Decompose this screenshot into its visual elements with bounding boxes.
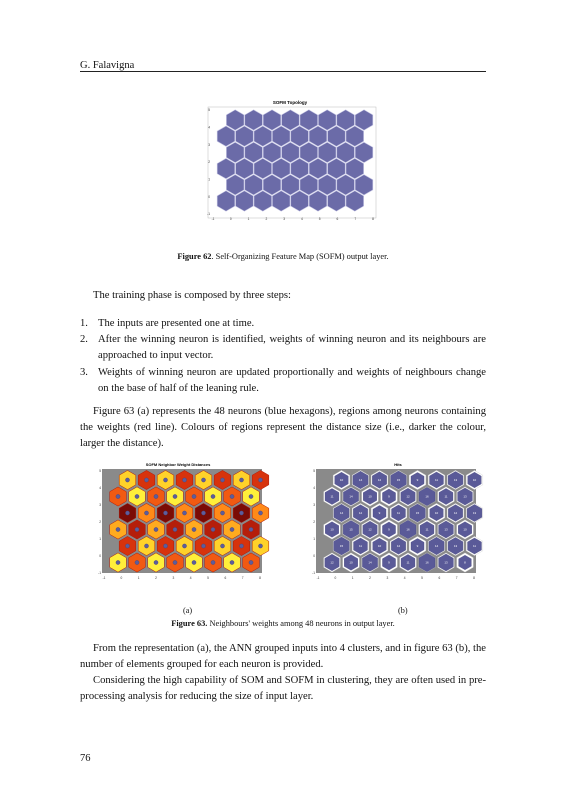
hit-count-label: 8 [464,560,466,565]
neuron-node [201,544,205,548]
hit-count-label: 13 [444,560,448,565]
neuron-node [201,478,205,482]
y-tick-label: 5 [313,469,315,474]
x-tick-label: 5 [318,217,321,221]
hit-count-label: 13 [453,478,458,483]
x-tick-label: 8 [259,576,261,580]
neuron-node [144,478,148,482]
neuron-node [249,527,253,531]
y-tick-label: 1 [208,177,210,182]
x-tick-label: 4 [403,576,406,580]
neuron-node [135,494,139,498]
neuron-node [249,560,253,564]
neuron-node [125,478,129,482]
x-tick-label: 3 [172,576,175,580]
x-tick-label: 5 [421,576,423,580]
y-tick-label: -1 [312,571,315,576]
x-tick-label: -1 [316,576,320,580]
x-tick-label: 3 [283,217,286,221]
neuron-node [230,527,234,531]
neuron-node [249,494,253,498]
hit-count-label: 13 [472,511,477,516]
neuron-node [239,511,243,515]
hit-count-label: 16 [425,494,429,499]
neuron-node [135,527,139,531]
neuron-node [182,544,186,548]
neuron-node [182,478,186,482]
page-number: 76 [80,753,91,764]
hit-count-label: 11 [425,527,429,532]
figure-63-caption [80,619,486,628]
hit-count-label: 12 [453,511,458,516]
neuron-node [163,544,167,548]
neuron-node [154,560,158,564]
hit-count-label: 13 [463,494,467,499]
hit-count-label: 12 [396,544,401,549]
figure-62-caption [80,252,486,261]
list-item: 1. The inputs are presented one at time. [80,318,255,329]
neuron-node [144,544,148,548]
y-tick-label: -1 [98,571,101,576]
neuron-node [230,560,234,564]
neuron-node [192,560,196,564]
hit-count-label: 10 [377,544,382,549]
x-tick-label: 0 [229,217,232,221]
hit-count-label: 13 [444,527,448,532]
y-tick-label: 2 [313,520,315,525]
y-tick-label: 1 [99,537,101,542]
neuron-node [173,560,177,564]
hit-count-label: 9 [416,478,419,483]
hit-count-label: 12 [330,560,334,565]
neuron-node [192,494,196,498]
neuron-node [163,478,167,482]
hit-count-label: 14 [339,511,344,516]
hit-count-label: 11 [406,560,410,565]
hit-count-label: 12 [358,511,363,516]
hit-count-label: 11 [472,544,477,549]
hit-count-label: 15 [349,527,353,532]
neuron-node [173,527,177,531]
running-header-author: G. Falavigna [80,60,135,71]
neuron-node [163,511,167,515]
x-tick-label: 1 [247,217,250,221]
x-tick-label: 0 [334,576,337,580]
neuron-node [173,494,177,498]
hit-count-label: 12 [377,478,382,483]
figure-62-sofm-topology [196,96,384,232]
x-tick-label: -1 [102,576,106,580]
hit-count-label: 11 [444,494,448,499]
neuron-node [220,511,224,515]
x-tick-label: 7 [241,576,244,580]
y-tick-label: 4 [313,486,315,491]
figure-63a-neighbor-weight-distances [90,458,270,582]
hit-count-label: 15 [415,511,420,516]
hit-count-label: 9 [388,527,390,532]
y-tick-label: 2 [208,160,210,165]
hit-count-label: 11 [330,494,334,499]
neuron-node [239,478,243,482]
steps-intro: The training phase is composed by three steps: [93,290,291,301]
y-tick-label: 0 [208,194,210,199]
neuron-node [116,494,120,498]
hit-count-label: 16 [406,527,410,532]
neuron-node [125,544,129,548]
x-tick-label: 2 [265,217,268,221]
hit-count-label: 9 [388,560,390,565]
neuron-node [211,527,215,531]
hit-count-label: 14 [358,478,363,483]
x-tick-label: 8 [372,217,374,221]
neuron-node [144,511,148,515]
neuron-node [182,511,186,515]
y-tick-label: 4 [208,125,210,130]
hit-count-label: 13 [453,544,458,549]
paragraph-clusters: From the representation (a), the ANN grouped inputs into 4 clusters, and in figure 63 (b), the number of elements grouped for each neuron is provided. [80,643,486,671]
neuron-node [258,478,262,482]
y-tick-label: 1 [313,537,315,542]
neuron-node [192,527,196,531]
hit-count-label: 12 [406,494,410,499]
figure-62-plot-title: SOFM Topology [272,100,308,105]
figure-63-caption-text: Neighbours' weights among 48 neurons in output layer. [207,619,395,628]
x-tick-label: 2 [155,576,157,580]
y-tick-label: 3 [99,503,101,508]
neuron-node [116,560,120,564]
hit-count-label: 11 [358,544,363,549]
hit-count-label: 10 [434,511,439,516]
hit-count-label: 15 [396,478,401,483]
figure-63-caption-label: Figure 63. [171,619,208,628]
neuron-node [258,544,262,548]
hit-count-label: 16 [425,560,429,565]
y-tick-label: 2 [99,520,101,525]
hit-count-label: 10 [330,527,334,532]
x-tick-label: 2 [369,576,371,580]
hit-count-label: 10 [463,527,467,532]
neuron-node [211,494,215,498]
figure-63b-label: (b) [398,606,408,615]
x-tick-label: 6 [224,576,227,580]
y-tick-label: -1 [207,212,210,217]
neuron-node [154,494,158,498]
hit-count-label: 10 [472,478,477,483]
x-tick-label: 7 [354,217,357,221]
y-tick-label: 4 [99,486,101,491]
figure-63a-label: (a) [183,606,193,615]
neuron-node [258,511,262,515]
x-tick-label: 1 [351,576,354,580]
y-tick-label: 5 [208,108,210,113]
neuron-node [201,511,205,515]
neuron-node [154,527,158,531]
neuron-node [135,560,139,564]
figure-63a-title: SOFM Neighbor Weight Distances [145,462,211,467]
neuron-node [116,527,120,531]
hit-count-label: 10 [349,560,353,565]
hit-count-label: 9 [378,511,381,516]
hit-count-label: 11 [396,511,401,516]
hit-count-label: 10 [339,478,344,483]
y-tick-label: 3 [208,142,210,147]
hit-count-label: 9 [416,544,419,549]
neuron-node [220,544,224,548]
x-tick-label: 4 [189,576,192,580]
hit-count-label: 15 [339,544,344,549]
figure-62-caption-label: Figure 62 [177,252,212,261]
y-tick-label: 5 [99,469,101,474]
hit-count-label: 14 [434,544,439,549]
list-item: 2. After the winning neuron is identified, weights of winning neuron and its neighbours are approached to input vector. [80,334,486,362]
y-tick-label: 3 [313,503,315,508]
hit-count-label: 14 [349,494,353,499]
neuron-node [239,544,243,548]
hit-count-label: 9 [388,494,390,499]
y-tick-label: 0 [99,554,101,559]
figure-62-caption-text: . Self-Organizing Feature Map (SOFM) output layer. [211,252,389,261]
steps-list [80,316,486,397]
paragraph-preprocessing: Considering the high capability of SOM and SOFM in clustering, they are often used in pre-processing analysis for reducing the size of input layer. [80,675,486,703]
neuron-node [220,478,224,482]
x-tick-label: 3 [386,576,389,580]
x-tick-label: 6 [336,217,339,221]
x-tick-label: 5 [207,576,209,580]
y-tick-label: 0 [313,554,315,559]
hit-count-label: 11 [434,478,439,483]
hit-count-label: 10 [368,494,372,499]
x-tick-label: 7 [455,576,458,580]
x-tick-label: 4 [300,217,303,221]
figure-63b-hits [304,458,484,582]
x-tick-label: 8 [473,576,475,580]
neuron-node [211,560,215,564]
paragraph-figure-63-description: Figure 63 (a) represents the 48 neurons (blue hexagons), regions among neurons containing the weights (red line). Colours of regions represent the distance size (i.e., darker the colour, larger the distance). [80,406,486,450]
neuron-node [230,494,234,498]
x-tick-label: 1 [137,576,140,580]
neuron-node [125,511,129,515]
hit-count-label: 14 [368,560,372,565]
x-tick-label: -1 [211,217,215,221]
list-item: 3. Weights of winning neuron are updated proportionally and weights of neighbours change on the base of half of the leaning rule. [80,366,486,394]
hit-count-label: 12 [368,527,372,532]
x-tick-label: 0 [120,576,123,580]
figure-63b-title: Hits [394,462,402,467]
header-rule [80,71,486,72]
x-tick-label: 6 [438,576,441,580]
